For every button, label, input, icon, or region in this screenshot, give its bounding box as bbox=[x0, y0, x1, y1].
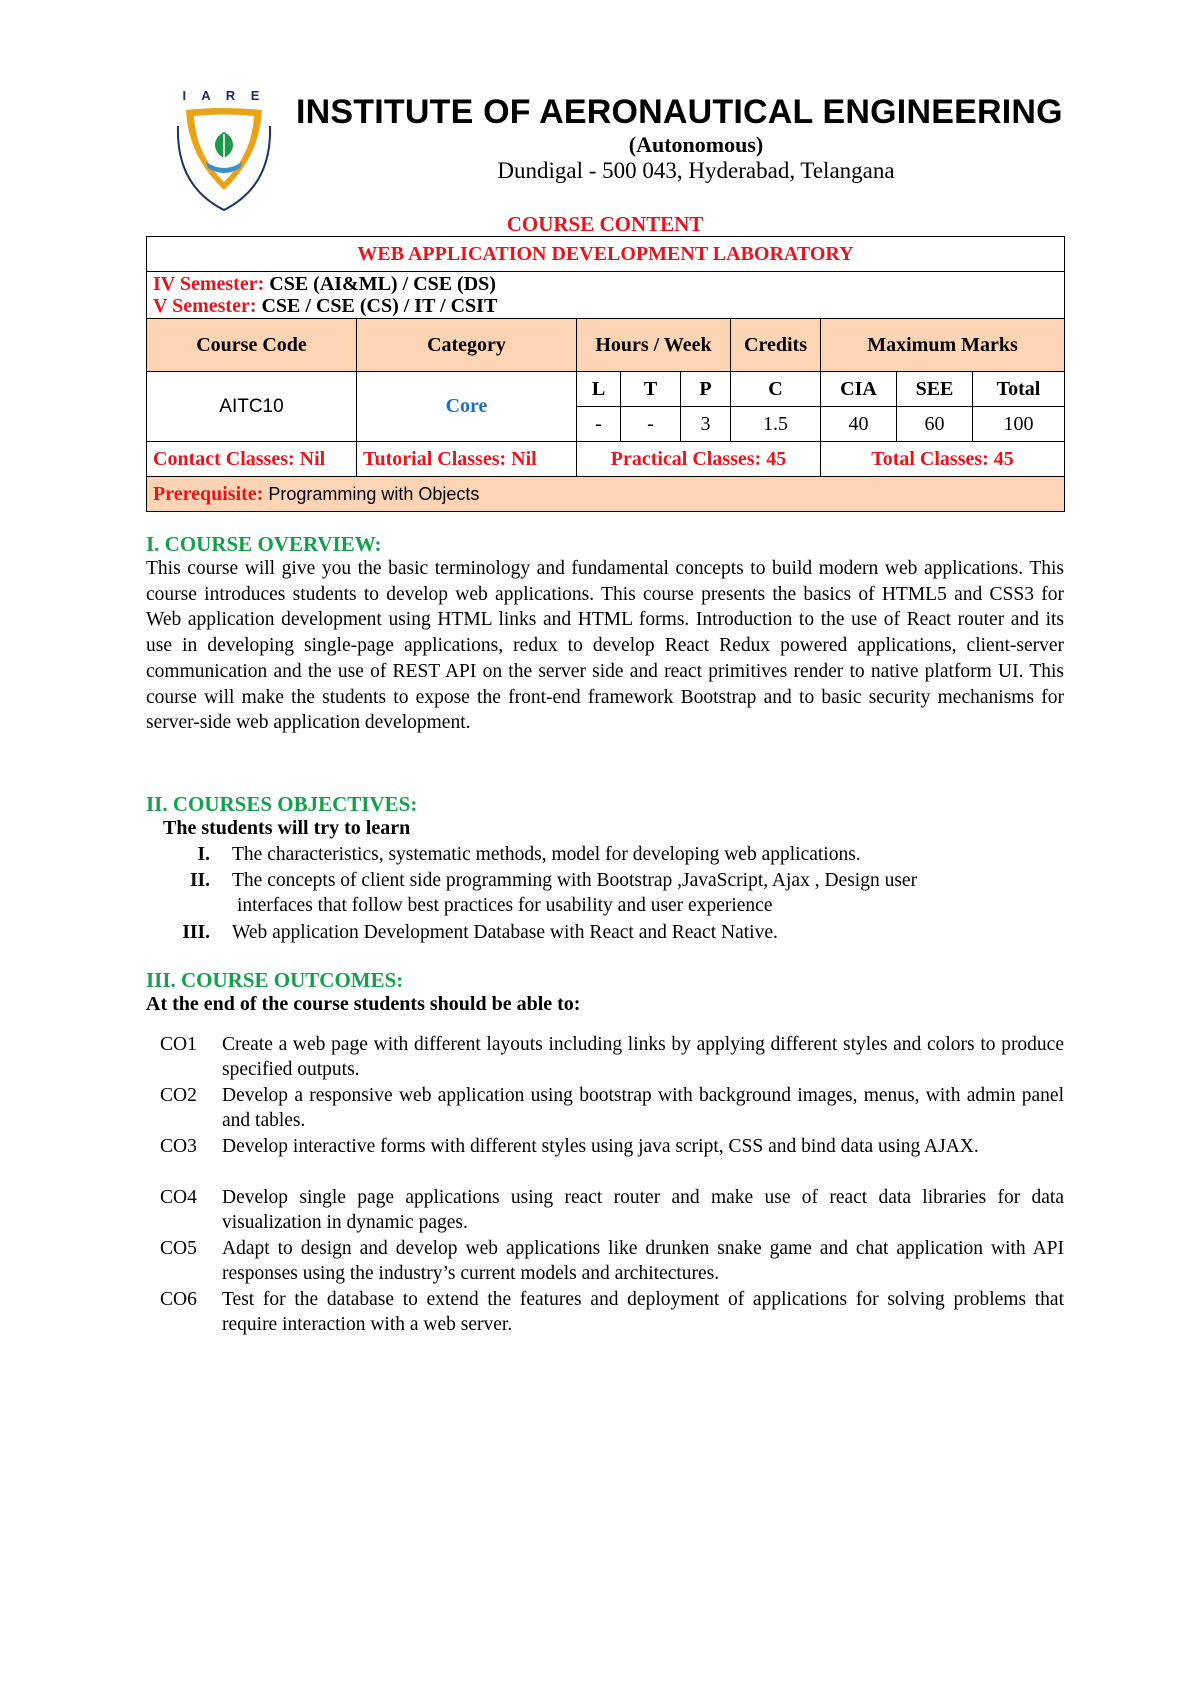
outcome-label: CO2 bbox=[160, 1085, 197, 1106]
outcome-label: CO1 bbox=[160, 1034, 197, 1055]
practical-classes: Practical Classes: 45 bbox=[577, 442, 821, 477]
objective-text: The concepts of client side programming with Bootstrap ,JavaScript, Ajax , Design user bbox=[232, 870, 918, 891]
outcome-label: CO6 bbox=[160, 1289, 197, 1310]
sub-header-cia: CIA bbox=[821, 372, 897, 407]
sem5-value: CSE / CSE (CS) / IT / CSIT bbox=[256, 295, 498, 317]
autonomous-label: (Autonomous) bbox=[628, 132, 764, 157]
iare-logo bbox=[168, 86, 280, 214]
sem5-label: V Semester: bbox=[153, 295, 257, 317]
sub-header-see: SEE bbox=[897, 372, 973, 407]
objective-number: I. bbox=[197, 844, 210, 865]
value-c: 1.5 bbox=[731, 407, 821, 442]
value-see: 60 bbox=[897, 407, 973, 442]
outcomes-heading: III. COURSE OUTCOMES: bbox=[146, 968, 404, 992]
sub-header-p: P bbox=[681, 372, 731, 407]
objective-text: The characteristics, systematic methods, model for developing web applications. bbox=[232, 844, 861, 865]
institute-address: Dundigal - 500 043, Hyderabad, Telangana bbox=[497, 158, 895, 183]
header-category: Category bbox=[357, 319, 577, 372]
course-title: WEB APPLICATION DEVELOPMENT LABORATORY bbox=[147, 237, 1065, 272]
objective-number: II. bbox=[189, 870, 210, 891]
institute-name: INSTITUTE OF AERONAUTICAL ENGINEERING bbox=[296, 93, 1063, 131]
contact-classes: Contact Classes: Nil bbox=[147, 442, 357, 477]
objectives-heading: II. COURSES OBJECTIVES: bbox=[146, 792, 418, 816]
objective-text-continued: interfaces that follow best practices for usability and user experience bbox=[237, 895, 773, 916]
outcome-text: Create a web page with different layouts including links by applying different styles and colors to produce specified outputs. bbox=[222, 1034, 1064, 1080]
overview-heading: I. COURSE OVERVIEW: bbox=[146, 532, 382, 556]
overview-text: This course will give you the basic terminology and fundamental concepts to build modern web applications. This course introduces students to develop web applications. This course presents the basics of HTML5 and CSS3 for Web application development using HTML links and HTML forms. Introduction to the use of React router and its use in developing single-page applications, redux to develop React Redux powered applications, client-server communication and the use of REST API on the server side and react primitives render to native platform UI. This course will make the students to expose the front-end framework Bootstrap and to basic security mechanisms for server-side web application development. bbox=[146, 558, 1064, 734]
objective-number: III. bbox=[182, 922, 210, 943]
sub-header-l: L bbox=[577, 372, 621, 407]
header-course-code: Course Code bbox=[147, 319, 357, 372]
total-classes: Total Classes: 45 bbox=[821, 442, 1065, 477]
prereq-label: Prerequisite: bbox=[153, 482, 264, 505]
sem4-label: IV Semester: bbox=[153, 273, 265, 295]
course-content-title: COURSE CONTENT bbox=[506, 212, 704, 236]
outcome-text: Develop a responsive web application using bootstrap with background images, menus, with admin panel and tables. bbox=[222, 1085, 1064, 1131]
course-code-value: AITC10 bbox=[147, 372, 357, 442]
prereq-value: Programming with Objects bbox=[263, 483, 480, 504]
prerequisite bbox=[147, 477, 1065, 512]
outcomes-lead: At the end of the course students should be able to: bbox=[146, 993, 581, 1015]
header-max-marks: Maximum Marks bbox=[821, 319, 1065, 372]
category-value: Core bbox=[357, 372, 577, 442]
sem4-value: CSE (AI&ML) / CSE (DS) bbox=[264, 273, 496, 295]
course-table bbox=[146, 236, 1065, 512]
objective-item bbox=[0, 842, 1200, 868]
outcome-label: CO4 bbox=[160, 1187, 197, 1208]
outcome-text: Develop single page applications using react router and make use of react data libraries for data visualization in dynamic pages. bbox=[222, 1187, 1064, 1233]
outcome-label: CO5 bbox=[160, 1238, 197, 1259]
tutorial-classes: Tutorial Classes: Nil bbox=[357, 442, 577, 477]
header-hours-week: Hours / Week bbox=[577, 319, 731, 372]
value-p: 3 bbox=[681, 407, 731, 442]
sub-header-total: Total bbox=[973, 372, 1065, 407]
objectives-lead: The students will try to learn bbox=[163, 817, 411, 839]
outcome-text: Develop interactive forms with different styles using java script, CSS and bind data using AJAX. bbox=[222, 1136, 979, 1157]
objective-item bbox=[0, 920, 1200, 946]
value-l: - bbox=[577, 407, 621, 442]
outcome-text: Adapt to design and develop web applications like drunken snake game and chat application with API responses using the industry’s current models and architectures. bbox=[222, 1238, 1064, 1284]
value-total: 100 bbox=[973, 407, 1065, 442]
objective-text: Web application Development Database with React and React Native. bbox=[232, 922, 778, 943]
sub-header-c: C bbox=[731, 372, 821, 407]
semester-info bbox=[147, 272, 1065, 319]
outcome-text: Test for the database to extend the features and deployment of applications for solving problems that require interaction with a web server. bbox=[222, 1289, 1064, 1335]
header-credits: Credits bbox=[731, 319, 821, 372]
logo-letters: I A R E bbox=[182, 88, 266, 103]
value-t: - bbox=[621, 407, 681, 442]
objective-item bbox=[0, 868, 1200, 920]
sub-header-t: T bbox=[621, 372, 681, 407]
value-cia: 40 bbox=[821, 407, 897, 442]
outcome-label: CO3 bbox=[160, 1136, 197, 1157]
